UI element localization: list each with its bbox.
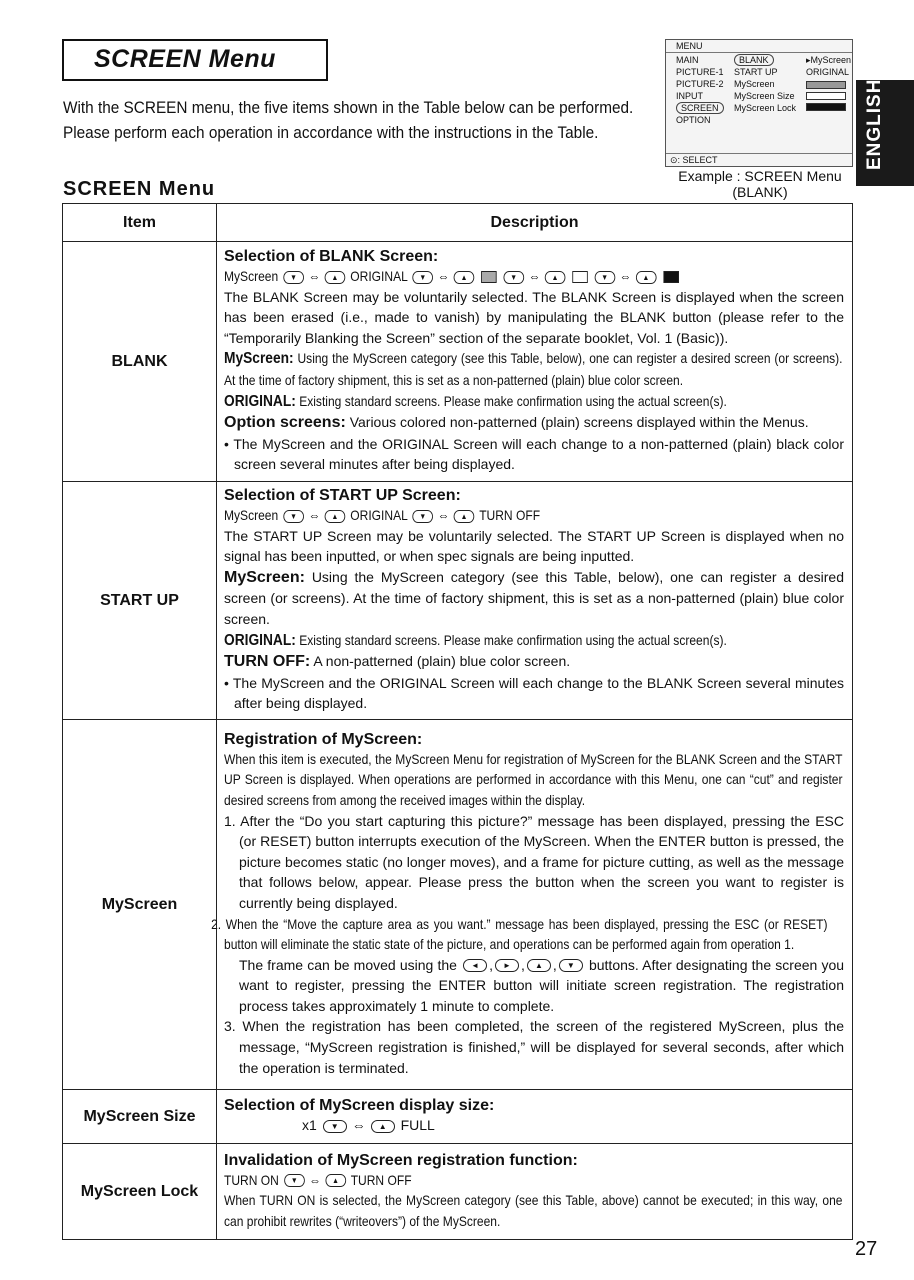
grey-screen-icon: [481, 271, 496, 283]
menu-main-item: PICTURE-1: [676, 67, 724, 77]
menu-main-item: INPUT: [676, 91, 703, 101]
up-button-icon: ▲: [371, 1120, 395, 1133]
startup-turnoff-note: TURN OFF: A non-patterned (plain) blue color screen.: [224, 653, 571, 671]
intro-line-1: With the SCREEN menu, the five items shown in the Table below can be performed.: [63, 99, 634, 117]
table-row-lock: [63, 1144, 853, 1240]
table-row-blank: [63, 242, 853, 482]
menu-example-caption: [660, 168, 860, 200]
caption-line-2: (BLANK): [732, 184, 788, 200]
menu-option-item: ORIGINAL: [806, 67, 850, 77]
lock-paragraph: When TURN ON is selected, the MyScreen category (see this Table, above) cannot be executed; in this way, one can prohibit rewrites (“writeovers”) of the MyScreen.: [224, 1192, 843, 1229]
right-button-icon: ►: [495, 959, 519, 972]
myscreen-step-2-cont: The frame can be moved using the ◄ , ► , ▲ , ▼ buttons. After designating the screen you want to register, pressing the ENTER button will initiate screen registration. The registration process takes approximately 1 minute to complete.: [239, 956, 845, 1014]
myscreen-step-1: 1. After the “Do you start capturing this picture?” message has been displayed, pressing the ESC (or RESET) button interrupts execution of the MyScreen. When the ENTER button is pressed, the picture becomes static (no longer moves), and a frame for picture cutting, as well as the message that follows below, appear. Please press the button when the screen you want to register is currently being displayed.: [224, 812, 844, 911]
down-button-icon: ▼: [503, 271, 524, 284]
down-button-icon: ▼: [283, 510, 304, 523]
item-myscreen: MyScreen: [63, 720, 217, 1090]
desc-myscreen: [211, 720, 853, 1090]
down-button-icon: ▼: [412, 510, 433, 523]
menu-option-list: [806, 54, 851, 114]
intro-text: [63, 96, 634, 146]
menu-sub-item: MyScreen: [734, 79, 775, 89]
menu-main-item-selected: SCREEN: [676, 102, 724, 114]
screen-menu-table: [62, 203, 853, 1240]
menu-main-item: OPTION: [676, 115, 711, 125]
menu-sub-list: [734, 54, 796, 114]
lock-sequence: TURN ON ▼ ⇔ ▲ TURN OFF: [224, 1171, 412, 1188]
blank-title: Selection of BLANK Screen:: [224, 248, 439, 266]
black-swatch: [806, 103, 846, 111]
startup-paragraph: The START UP Screen may be voluntarily selected. The START UP Screen is displayed when no signal has been inputted, or when spec signals are being inputted.: [224, 527, 844, 565]
section-heading: SCREEN Menu: [63, 178, 216, 200]
menu-option-item: ▸MyScreen: [806, 55, 852, 65]
startup-sequence: MyScreen ▼ ⇔ ▲ ORIGINAL ▼ ⇔ ▲ TURN OFF: [224, 507, 541, 524]
desc-size: [217, 1090, 853, 1144]
header-description: Description: [217, 204, 853, 242]
table-header-row: [63, 204, 853, 242]
header-item: Item: [63, 204, 217, 242]
startup-bullet: • The MyScreen and the ORIGINAL Screen will each change to the BLANK Screen several minutes after being displayed.: [224, 674, 844, 712]
table-row-startup: [63, 482, 853, 720]
left-button-icon: ◄: [463, 959, 487, 972]
menu-main-item: PICTURE-2: [676, 79, 724, 89]
blank-myscreen-note: MyScreen: Using the MyScreen category (see this Table, below), one can register a desired screen (or screens). At the time of factory shipment, this is set as a non-patterned (plain) blue color screen.: [224, 350, 843, 388]
blank-sequence: MyScreen ▼ ⇔ ▲ ORIGINAL ▼ ⇔ ▲ ▼ ⇔ ▲ ▼ ⇔ ▲: [224, 266, 844, 287]
page-title-box: [62, 39, 328, 81]
startup-title: Selection of START UP Screen:: [224, 487, 461, 505]
table-row-myscreen: [63, 720, 853, 1090]
size-title: Selection of MyScreen display size:: [224, 1097, 495, 1115]
up-button-icon: ▲: [325, 510, 346, 523]
white-screen-icon: [572, 271, 587, 283]
menu-sub-item: START UP: [734, 67, 778, 77]
caption-line-1: Example : SCREEN Menu: [678, 168, 842, 184]
page-number: 27: [855, 1238, 878, 1260]
down-button-icon: ▼: [594, 271, 615, 284]
lock-title: Invalidation of MyScreen registration function:: [224, 1151, 578, 1169]
desc-lock: [217, 1144, 853, 1240]
up-button-icon: ▲: [325, 1174, 346, 1187]
table-row-size: [63, 1090, 853, 1144]
down-button-icon: ▼: [283, 271, 304, 284]
desc-startup: [217, 482, 853, 720]
size-sequence: x1 ▼ ⇔ ▲ FULL: [302, 1117, 435, 1134]
down-button-icon: ▼: [412, 271, 433, 284]
up-button-icon: ▲: [454, 510, 475, 523]
grey-swatch: [806, 81, 846, 89]
blank-paragraph: The BLANK Screen may be voluntarily selected. The BLANK Screen is displayed when the screen has been erased (i.e., made to vanish) by manipulating the BLANK button (please refer to the “Temporarily Blanking the Screen” section of the separate booklet, Vol. 1 (Basic)).: [224, 288, 844, 346]
up-button-icon: ▲: [636, 271, 657, 284]
startup-original-note: ORIGINAL: Existing standard screens. Please make confirmation using the actual screen(s).: [224, 631, 727, 649]
blank-bullet: • The MyScreen and the ORIGINAL Screen will each change to a non-patterned (plain) black color screen several minutes after being displayed.: [224, 435, 844, 473]
page-title: SCREEN Menu: [94, 45, 276, 73]
myscreen-step-2: 2. When the “Move the capture area as you want.” message has been displayed, pressing the ESC (or RESET) button will eliminate the static state of the picture, and operations can be performed again from operation 1.: [211, 915, 828, 953]
white-swatch: [806, 92, 846, 100]
blank-original-note: ORIGINAL: Existing standard screens. Please make confirmation using the actual screen(s).: [224, 392, 727, 410]
item-lock: MyScreen Lock: [63, 1144, 217, 1240]
blank-option-note: Option screens: Various colored non-patterned (plain) screens displayed within the Menus.: [224, 414, 809, 432]
up-button-icon: ▲: [527, 959, 551, 972]
desc-blank: [217, 242, 853, 482]
myscreen-paragraph: When this item is executed, the MyScreen Menu for registration of MyScreen for the BLANK Screen and the START UP Screen is displayed. When operations are performed in accordance with this Menu, one can “cut” and register desired screens from among the received images within the display.: [224, 750, 843, 808]
myscreen-title: Registration of MyScreen:: [224, 730, 423, 748]
up-button-icon: ▲: [454, 271, 475, 284]
menu-sub-item: MyScreen Size: [734, 91, 795, 101]
startup-myscreen-note: MyScreen: Using the MyScreen category (see this Table, below), one can register a desired screen (or screens). At the time of factory shipment, this is set as a non-patterned (plain) blue color screen.: [224, 568, 844, 627]
down-button-icon: ▼: [284, 1174, 305, 1187]
item-startup: START UP: [63, 482, 217, 720]
black-screen-icon: [663, 271, 678, 283]
myscreen-step-3: 3. When the registration has been completed, the screen of the registered MyScreen, plus the message, “MyScreen registration is finished,” will be displayed for several seconds, after which the operation is terminated.: [224, 1018, 844, 1076]
item-blank: BLANK: [63, 242, 217, 482]
item-size: MyScreen Size: [63, 1090, 217, 1144]
down-button-icon: ▼: [323, 1120, 347, 1133]
up-button-icon: ▲: [325, 271, 346, 284]
menu-example: [665, 39, 853, 167]
menu-example-header: MENU: [666, 40, 852, 53]
menu-main-list: [676, 54, 724, 126]
menu-example-footer: ⊙: SELECT: [666, 153, 852, 166]
up-button-icon: ▲: [545, 271, 566, 284]
intro-line-2: Please perform each operation in accordance with the instructions in the Table.: [63, 124, 599, 142]
language-tab: [856, 80, 914, 186]
menu-sub-item-selected: BLANK: [734, 54, 774, 66]
menu-main-item: MAIN: [676, 55, 699, 65]
menu-sub-item: MyScreen Lock: [734, 103, 797, 113]
down-button-icon: ▼: [559, 959, 583, 972]
language-tab-label: ENGLISH: [864, 78, 885, 170]
